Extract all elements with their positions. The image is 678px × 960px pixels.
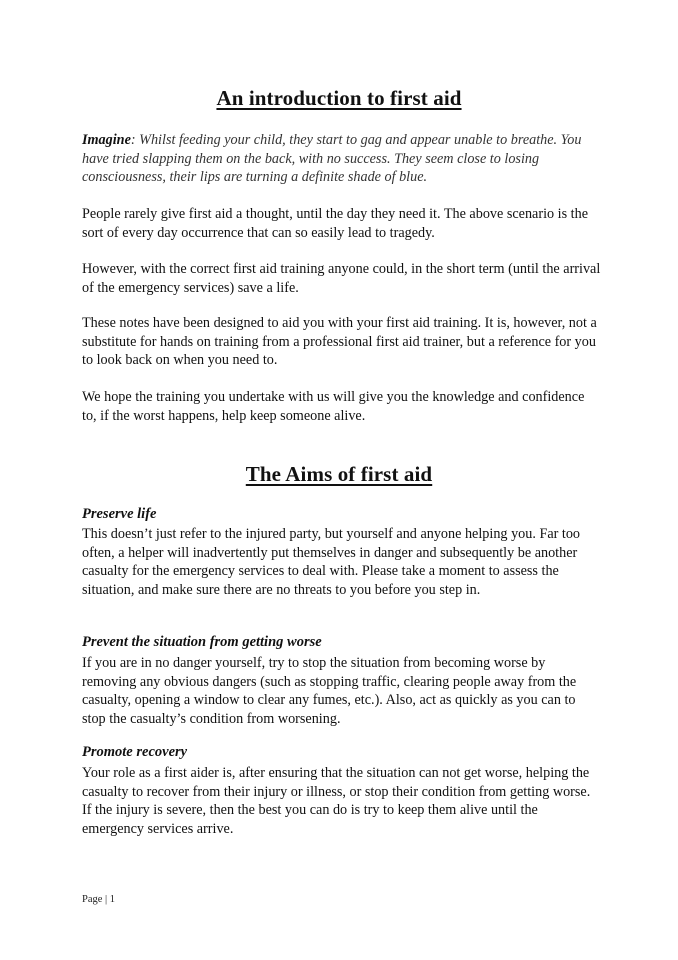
body-paragraph-4: We hope the training you undertake with us will give you the knowledge and confidence to, if the worst happens, help keep someone alive. (82, 389, 585, 424)
aim-heading-prevent-worse: Prevent the situation from getting worse (82, 634, 322, 650)
page-title: An introduction to first aid (216, 86, 462, 110)
aim-heading-preserve-life: Preserve life (82, 506, 157, 522)
aim-heading-promote-recovery: Promote recovery (82, 744, 188, 760)
aim-text-preserve-life: This doesn’t just refer to the injured party, but yourself and anyone helping you. Far too often, a helper will inadvertently put themselves in danger and subsequently be another casualty for the emergency services to deal with. Please take a moment to assess the situation, and make sure there are no threats to you before you step in. (82, 526, 581, 598)
body-paragraph-1: People rarely give first aid a thought, until the day they need it. The above scenario is the sort of every day occurrence that can so easily lead to tragedy. (82, 206, 589, 241)
intro-lead: Imagine (82, 132, 131, 148)
page-footer: Page | 1 (82, 894, 116, 905)
intro-scenario (82, 131, 602, 187)
aims-title: The Aims of first aid (245, 462, 433, 486)
aim-text-prevent-worse: If you are in no danger yourself, try to stop the situation from becoming worse by removing any obvious dangers (such as stopping traffic, clearing people away from the casualty, opening a window to clear any fumes, etc.). Also, act as quickly as you can to stop the casualty’s condition from worsening. (82, 655, 577, 727)
aim-text-promote-recovery: Your role as a first aider is, after ensuring that the situation can not get worse, helping the casualty to recover from their injury or illness, or stop their condition from getting worse. If the injury is severe, then the best you can do is try to keep them alive until the emergency services arrive. (82, 765, 591, 837)
body-paragraph-3: These notes have been designed to aid you with your first aid training. It is, however, not a substitute for hands on training from a professional first aid trainer, but a reference for you to look back on when you need to. (82, 315, 597, 368)
intro-text: : Whilst feeding your child, they start to gag and appear unable to breathe. You have tried slapping them on the back, with no success. They seem close to losing consciousness, their lips are turning a definite shade of blue. (82, 132, 582, 185)
body-paragraph-2: However, with the correct first aid training anyone could, in the short term (until the arrival of the emergency services) save a life. (82, 261, 601, 296)
